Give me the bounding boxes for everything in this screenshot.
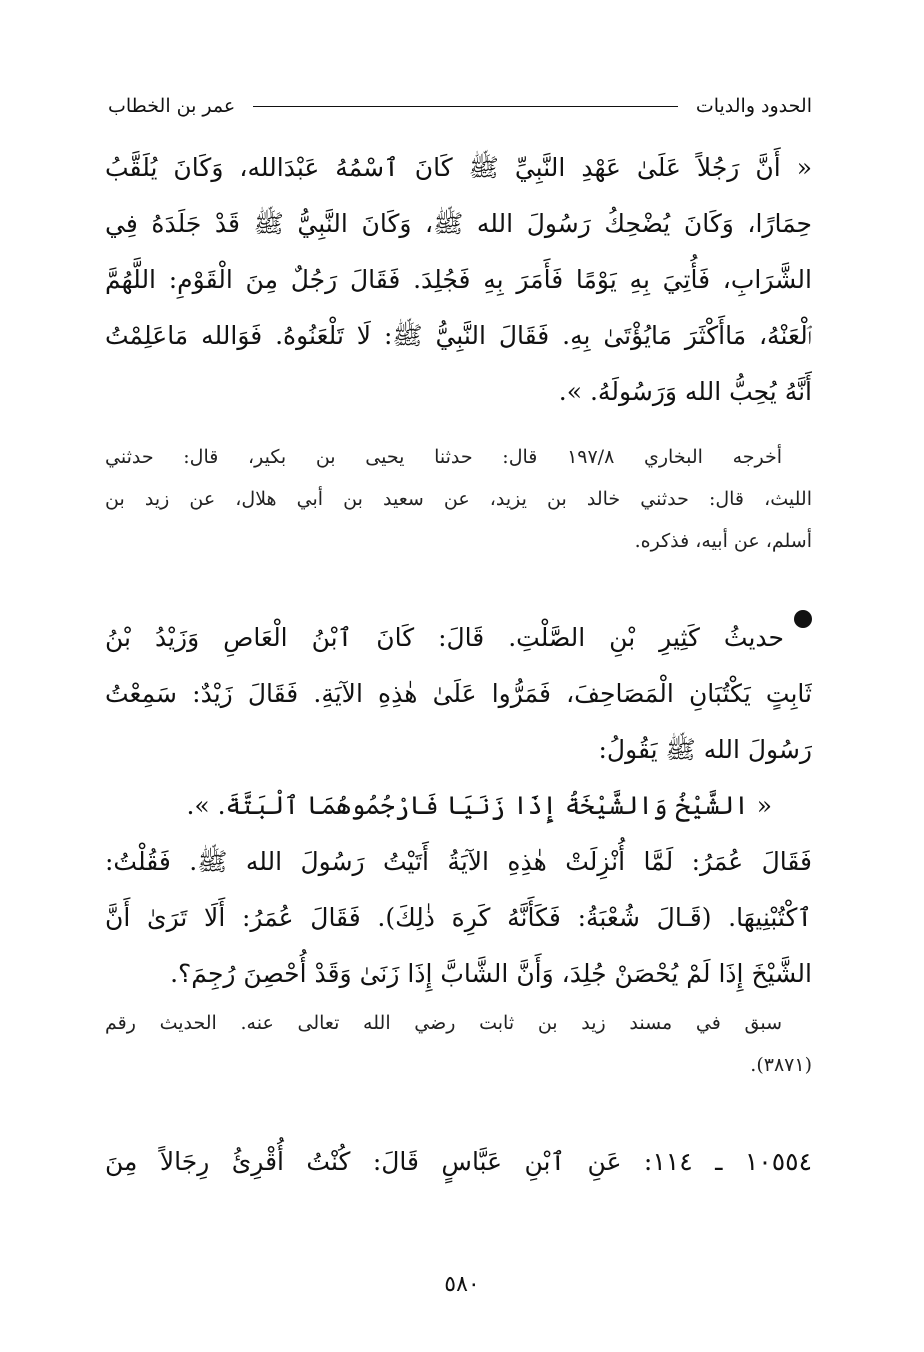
takhrij-note-2-cont [105, 1044, 812, 1086]
header-chapter-title: الحدود والديات [695, 95, 812, 117]
running-header [108, 90, 812, 122]
text-line: أَنَّهُ يُحِبُّ الله وَرَسُولَهُ. ». [558, 377, 812, 406]
takhrij-note-2 [105, 1002, 812, 1044]
text-line: فَقَالَ عُمَرُ: لَمَّا أُنْزِلَتْ هٰذِهِ الآيَةُ أَتَيْتُ رَسُولَ الله ﷺ. فَقُلْتُ: [105, 847, 812, 876]
note-line: أخرجه البخاري ١٩٧/٨ قال: حدثنا يحيى بن بكير، قال: حدثني [105, 446, 782, 468]
hadith-kathir-ibn-salt [105, 610, 812, 1002]
header-section-title: عمر بن الخطاب [108, 95, 236, 117]
takhrij-note-1 [105, 436, 812, 478]
note-line: (٣٨٧١). [750, 1054, 812, 1076]
verse-quote: « الشَّيْخُ وَالشَّيْخَةُ إِذَا زَنَيَا فَارْجُمُوهُمَا ٱلْبَتَّةَ. ». [186, 791, 772, 820]
hadith-quote-1 [105, 140, 812, 420]
text-line: رَسُولَ الله ﷺ يَقُولُ: [598, 735, 812, 764]
text-line: حديثُ كَثِيرِ بْنِ الصَّلْتِ. قَالَ: كَانَ ٱبْنُ الْعَاصِ وَزَيْدُ بْنُ [105, 623, 784, 652]
text-line: الشَّيْخَ إِذَا لَمْ يُحْصَنْ جُلِدَ، وَأَنَّ الشَّابَّ إِذَا زَنَىٰ وَقَدْ أُحْصِنَ رُجِمَ؟. [170, 959, 812, 988]
page-number: ٥٨٠ [444, 1272, 480, 1297]
text-line: حِمَارًا، وَكَانَ يُضْحِكُ رَسُولَ الله ﷺ، وَكَانَ النَّبِيُّ ﷺ قَدْ جَلَدَهُ فِي [105, 209, 812, 238]
hadith-10554-start: ١٠٥٥٤ ـ ١١٤: عَنِ ٱبْنِ عَبَّاسٍ قَالَ: كُنْتُ أُقْرِئُ رِجَالاً مِنَ [105, 1147, 812, 1176]
page-body [105, 140, 812, 1190]
text-line: « أَنَّ رَجُلاً عَلَىٰ عَهْدِ النَّبِيِّ ﷺ كَانَ ٱسْمُهُ عَبْدَالله، وَكَانَ يُلَقَّبُ [105, 153, 812, 182]
bullet-icon [794, 610, 812, 628]
text-line: ٱكْتُبْنِيهَا. (قَـالَ شُعْبَةُ: فَكَأَنَّهُ كَرِهَ ذٰلِكَ). فَقَالَ عُمَرُ: أَلَا تَرَىٰ أَنَّ [105, 903, 812, 932]
note-line: الليث، قال: حدثني خالد بن يزيد، عن سعيد بن أبي هلال، عن زيد بن [105, 488, 812, 510]
takhrij-note-1-cont [105, 478, 812, 562]
note-line: سبق في مسند زيد بن ثابت رضي الله تعالى عنه. الحديث رقم [105, 1012, 782, 1034]
text-line: ثَابِتٍ يَكْتُبَانِ الْمَصَاحِفَ، فَمَرُّوا عَلَىٰ هٰذِهِ الآيَةِ. فَقَالَ زَيْدٌ: سَمِعْتُ [105, 679, 812, 708]
header-rule [253, 106, 678, 107]
note-line: أسلم، عن أبيه، فذكره. [634, 530, 812, 552]
text-line: الشَّرَابِ، فَأُتِيَ بِهِ يَوْمًا فَأَمَرَ بِهِ فَجُلِدَ. فَقَالَ رَجُلٌ مِنَ الْقَوْمِ: اللَّهُمَّ [105, 265, 812, 294]
text-line: ٱلْعَنْهُ، مَاأَكْثَرَ مَايُؤْتَىٰ بِهِ. فَقَالَ النَّبِيُّ ﷺ: لَا تَلْعَنُوهُ. فَوَالله مَاعَلِمْتُ [105, 321, 812, 350]
